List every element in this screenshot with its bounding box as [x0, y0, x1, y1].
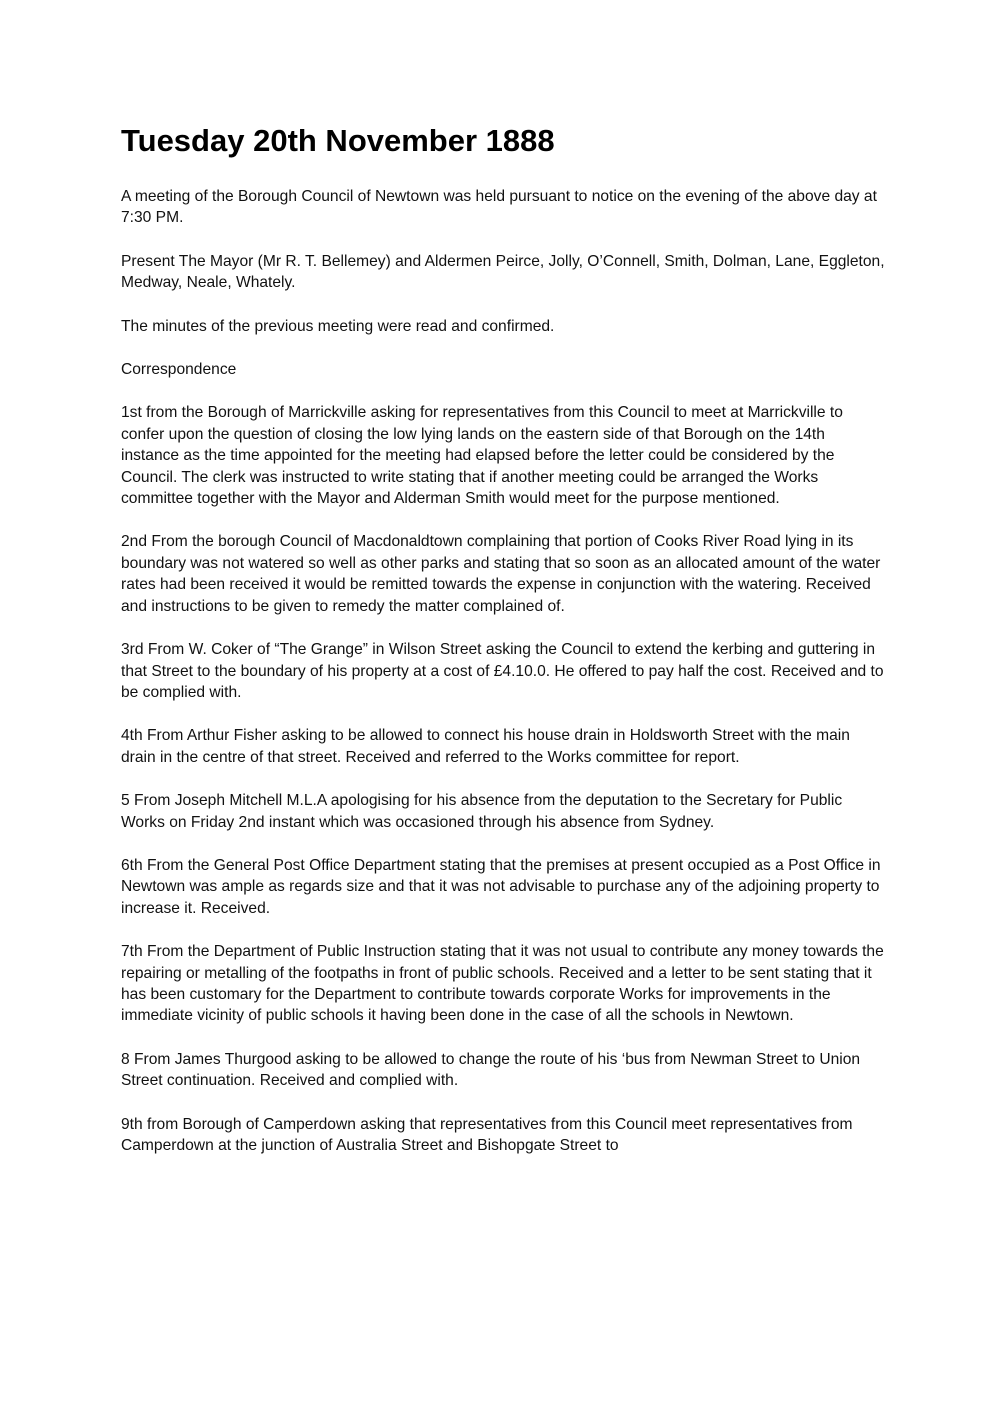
paragraph-item-5: 5 From Joseph Mitchell M.L.A apologising for his absence from the deputation to the Secretary for Public Works on Friday 2nd instant which was occasioned through his absence from Sydney. [121, 792, 843, 831]
section-heading-correspondence: Correspondence [121, 361, 237, 379]
paragraph-item-6: 6th From the General Post Office Department stating that the premises at present occupied as a Post Office in Newtown was ample as regards size and that it was not advisable to purchase any of the adjoining property to increase it. Received. [121, 856, 881, 917]
paragraph-item-8: 8 From James Thurgood asking to be allowed to change the route of his ‘bus from Newman Street to Union Street continuation. Received and complied with. [121, 1050, 861, 1090]
paragraph-item-7: 7th From the Department of Public Instruction stating that it was not usual to contribute any money towards the repairing or metalling of the footpaths in front of public schools. Received and a letter to be sent stating that it has been customary for the Department to contribute towards corporate Works for improvements in the immediate vicinity of public schools it having been done in the case of all the schools in Newtown. [121, 943, 884, 1025]
paragraph-minutes: The minutes of the previous meeting were read and confirmed. [121, 317, 555, 335]
document-page [121, 122, 886, 1178]
paragraph-meeting-notice: A meeting of the Borough Council of Newtown was held pursuant to notice on the evening of the above day at 7:30 PM. [121, 188, 877, 227]
paragraph-item-1: 1st from the Borough of Marrickville asking for representatives from this Council to meet at Marrickville to confer upon the question of closing the low lying lands on the eastern side of that Borough on the 14th instance as the time appointed for the meeting had elapsed before the letter could be considered by the Council. The clerk was instructed to write stating that if another meeting could be arranged the Works committee together with the Mayor and Alderman Smith would meet for the purpose mentioned. [121, 404, 843, 508]
document-title: Tuesday 20th November 1888 [121, 123, 555, 158]
paragraph-item-3: 3rd From W. Coker of “The Grange” in Wilson Street asking the Council to extend the kerbing and guttering in that Street to the boundary of his property at a cost of £4.10.0. He offered to pay half the cost. Received and to be complied with. [121, 641, 884, 701]
paragraph-item-4: 4th From Arthur Fisher asking to be allowed to connect his house drain in Holdsworth Street with the main drain in the centre of that street. Received and referred to the Works committee for report. [121, 727, 850, 766]
paragraph-item-2: 2nd From the borough Council of Macdonaldtown complaining that portion of Cooks River Road lying in its boundary was not watered so well as other parks and stating that so soon as an allocated amount of the water rates had been received it would be remitted towards the expense in conjunction with the watering. Received and instructions to be given to remedy the matter complained of. [121, 533, 881, 615]
paragraph-item-9: 9th from Borough of Camperdown asking that representatives from this Council meet representatives from Camperdown at the junction of Australia Street and Bishopgate Street to [121, 1115, 853, 1154]
paragraph-present: Present The Mayor (Mr R. T. Bellemey) and Aldermen Peirce, Jolly, O’Connell, Smith, Dolman, Lane, Eggleton, Medway, Neale, Whately. [121, 252, 885, 292]
